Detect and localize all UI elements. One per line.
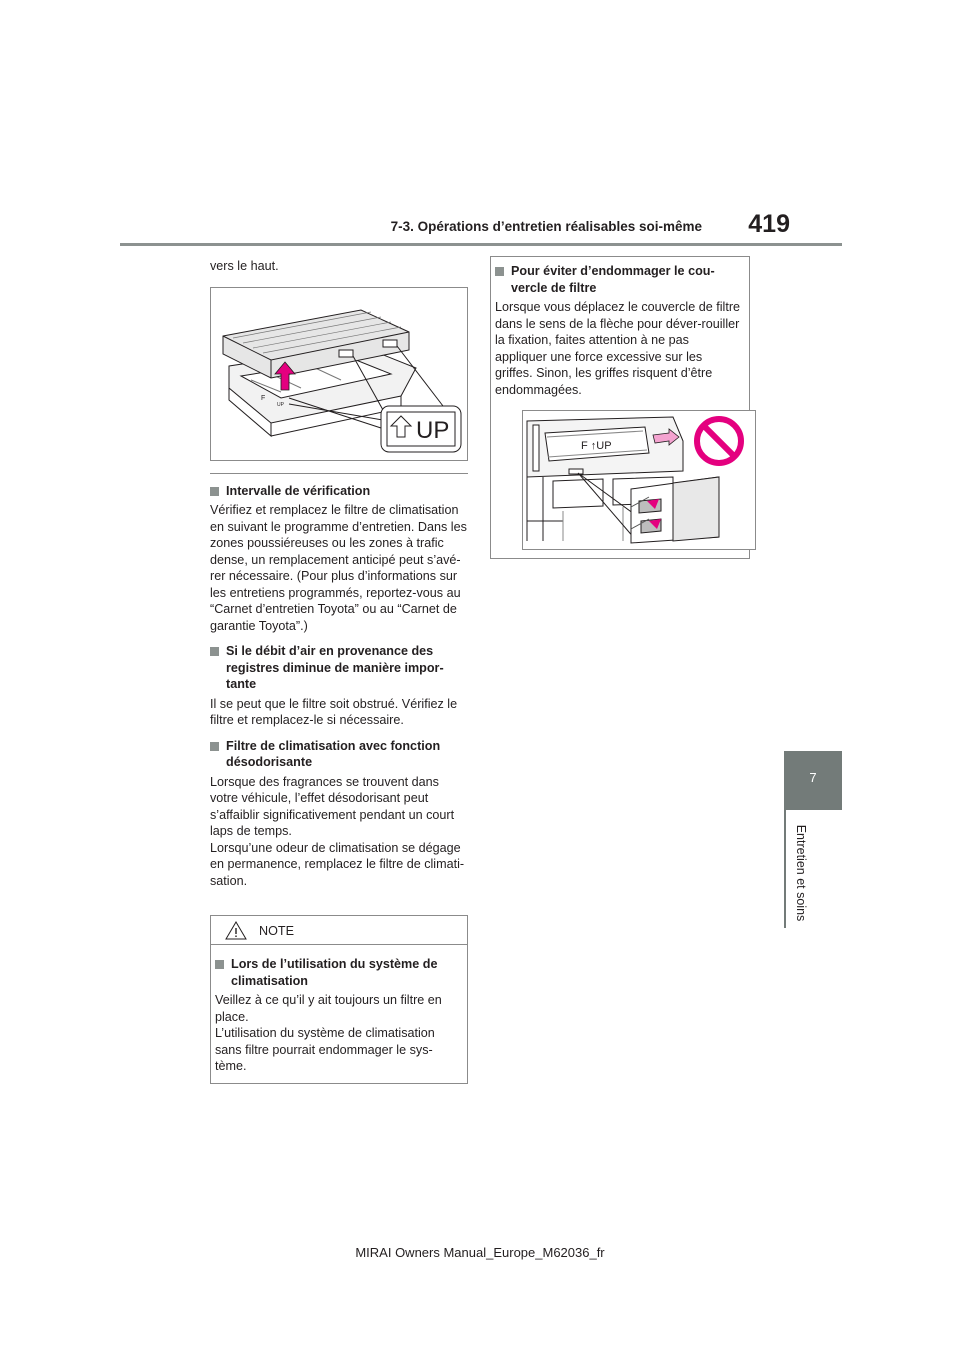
- chapter-bar: [784, 810, 786, 928]
- body-airflow-decrease: Il se peut que le filtre soit obstrué. Vérifiez le filtre et remplacez-le si nécessaire.: [210, 696, 458, 727]
- body-inspection-interval: Vérifiez et remplacez le filtre de climatisation en suivant le programme d’entretien. Dans les zones poussiéreuses ou les zones à trafic dense, un remplacement anticipé peut s’avé-rer nécessaire. (Pour plus d’informations sur les entretiens programmés, reportez-vous au “Carnet d’entretien Toyota” ou au “Carnet de garantie Toyota”.): [210, 503, 467, 633]
- up-label: UP: [416, 416, 450, 444]
- heading-airflow-decrease: Si le débit d’air en provenance des registres diminue de manière impor-tante: [210, 643, 468, 693]
- note-label: NOTE: [259, 924, 294, 938]
- bullet-square-icon: [215, 960, 224, 969]
- chapter-label: Entretien et soins: [794, 824, 808, 922]
- prohibition-icon: [697, 419, 741, 463]
- chapter-number: 7: [809, 770, 817, 785]
- f-up-label: F ↑UP: [581, 440, 612, 452]
- small-up-label: UP: [277, 401, 284, 408]
- page-number: 419: [748, 210, 790, 238]
- note-heading: Lors de l’utilisation du système de climatisation: [215, 956, 459, 989]
- header-rule: [120, 243, 842, 246]
- section-divider: [210, 473, 468, 474]
- intro-text: vers le haut.: [210, 259, 279, 273]
- filter-removal-illustration: [210, 287, 468, 461]
- filter-removal-drawing: [211, 288, 467, 460]
- filter-cover-drawing: [523, 411, 755, 549]
- bullet-square-icon: [210, 742, 219, 751]
- body-deodorizing-filter: Lorsque des fragrances se trouvent dans votre véhicule, l’effet désodorisant peut s’affaiblir significativement pendant un court laps de temps.: [210, 774, 455, 838]
- f-label: F: [261, 394, 266, 402]
- bullet-square-icon: [495, 267, 504, 276]
- warning-triangle-icon: [225, 921, 247, 940]
- filter-cover-illustration: [522, 410, 756, 550]
- heading-filter-cover: Pour éviter d’endommager le cou-vercle de filtre: [495, 263, 741, 296]
- body-filter-cover: Lorsque vous déplacez le couvercle de filtre dans le sens de la flèche pour déver-rouiller la fixation, faites attention à ne pas appliquer une force excessive sur les griffes. Sinon, les griffes risquent d’être endommagées.: [495, 300, 741, 397]
- body-deodorizing-filter-2: Lorsqu’une odeur de climatisation se dégage en permanence, remplacez le filtre de climati-sation.: [210, 840, 465, 888]
- note-box: [210, 915, 468, 1084]
- right-column: [490, 256, 750, 559]
- bullet-square-icon: [210, 647, 219, 656]
- heading-deodorizing-filter: Filtre de climatisation avec fonction désodorisante: [210, 738, 468, 771]
- note-header: [211, 916, 467, 945]
- section-title: 7-3. Opérations d’entretien réalisables soi-même: [390, 219, 702, 234]
- left-column: [210, 258, 468, 1084]
- note-body-2: L’utilisation du système de climatisation sans filtre pourrait endommager le sys-tème.: [215, 1026, 435, 1073]
- bullet-square-icon: [210, 487, 219, 496]
- note-body: Veillez à ce qu’il y ait toujours un filtre en place.: [215, 993, 442, 1024]
- heading-inspection-interval: Intervalle de vérification: [210, 483, 468, 500]
- filter-cover-box: [490, 256, 750, 559]
- footer-doc-id: MIRAI Owners Manual_Europe_M62036_fr: [355, 1245, 605, 1260]
